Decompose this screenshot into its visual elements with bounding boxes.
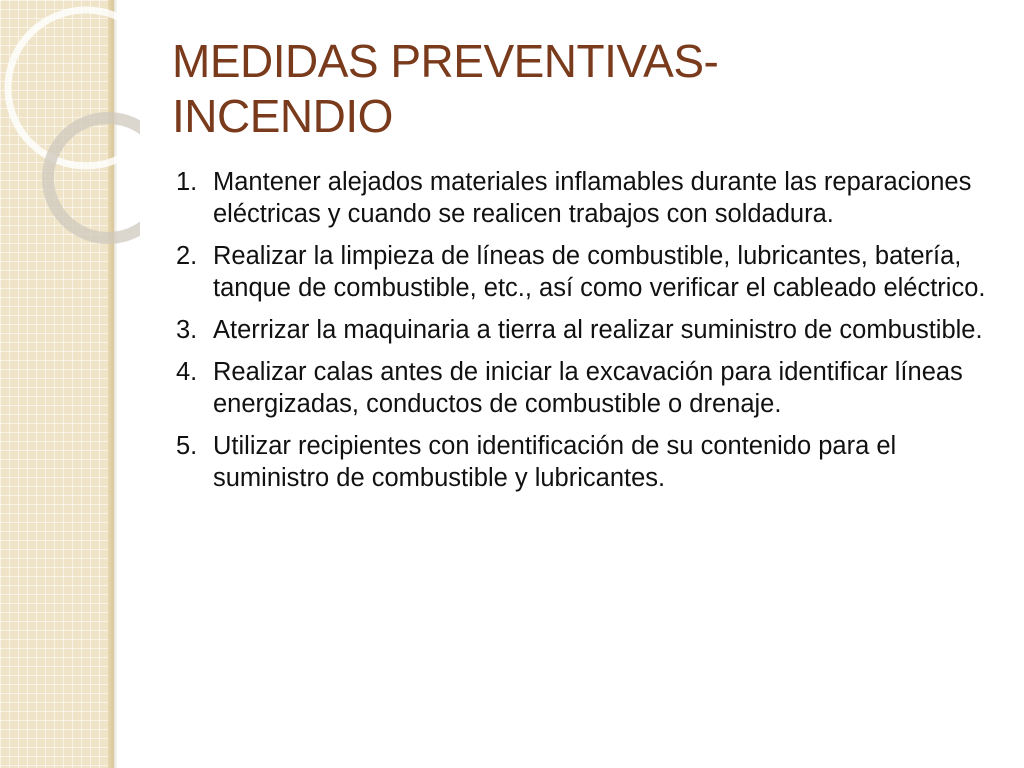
list-item-text: Utilizar recipientes con identificación de su contenido para el suministro de combustible y lubricantes. (213, 432, 897, 492)
list-item-number: 2. (176, 242, 198, 270)
list-item-text: Aterrizar la maquinaria a tierra al realizar suministro de combustible. (213, 316, 983, 344)
preventive-measures-list (176, 166, 996, 504)
list-item (176, 166, 996, 230)
slide-title (172, 34, 992, 144)
list-item (176, 356, 996, 420)
list-item-number: 5. (176, 432, 198, 460)
list-item (176, 314, 996, 346)
list-item-number: 4. (176, 358, 198, 386)
slide-title-line-1: MEDIDAS PREVENTIVAS- (172, 35, 719, 87)
decorative-side-panel (0, 0, 114, 768)
list-item-text: Realizar la limpieza de líneas de combustible, lubricantes, batería, tanque de combustible, etc., así como verificar el cableado eléctrico. (213, 242, 986, 302)
list-item (176, 240, 996, 304)
list-item-text: Realizar calas antes de iniciar la excavación para identificar líneas energizadas, conductos de combustible o drenaje. (213, 358, 963, 418)
list-item-text: Mantener alejados materiales inflamables durante las reparaciones eléctricas y cuando se realicen trabajos con soldadura. (213, 168, 972, 228)
list-item-number: 3. (176, 316, 198, 344)
side-panel-shadow (114, 0, 118, 768)
slide-title-line-2: INCENDIO (172, 90, 393, 143)
list-item (176, 430, 996, 494)
list-item-number: 1. (176, 168, 198, 196)
